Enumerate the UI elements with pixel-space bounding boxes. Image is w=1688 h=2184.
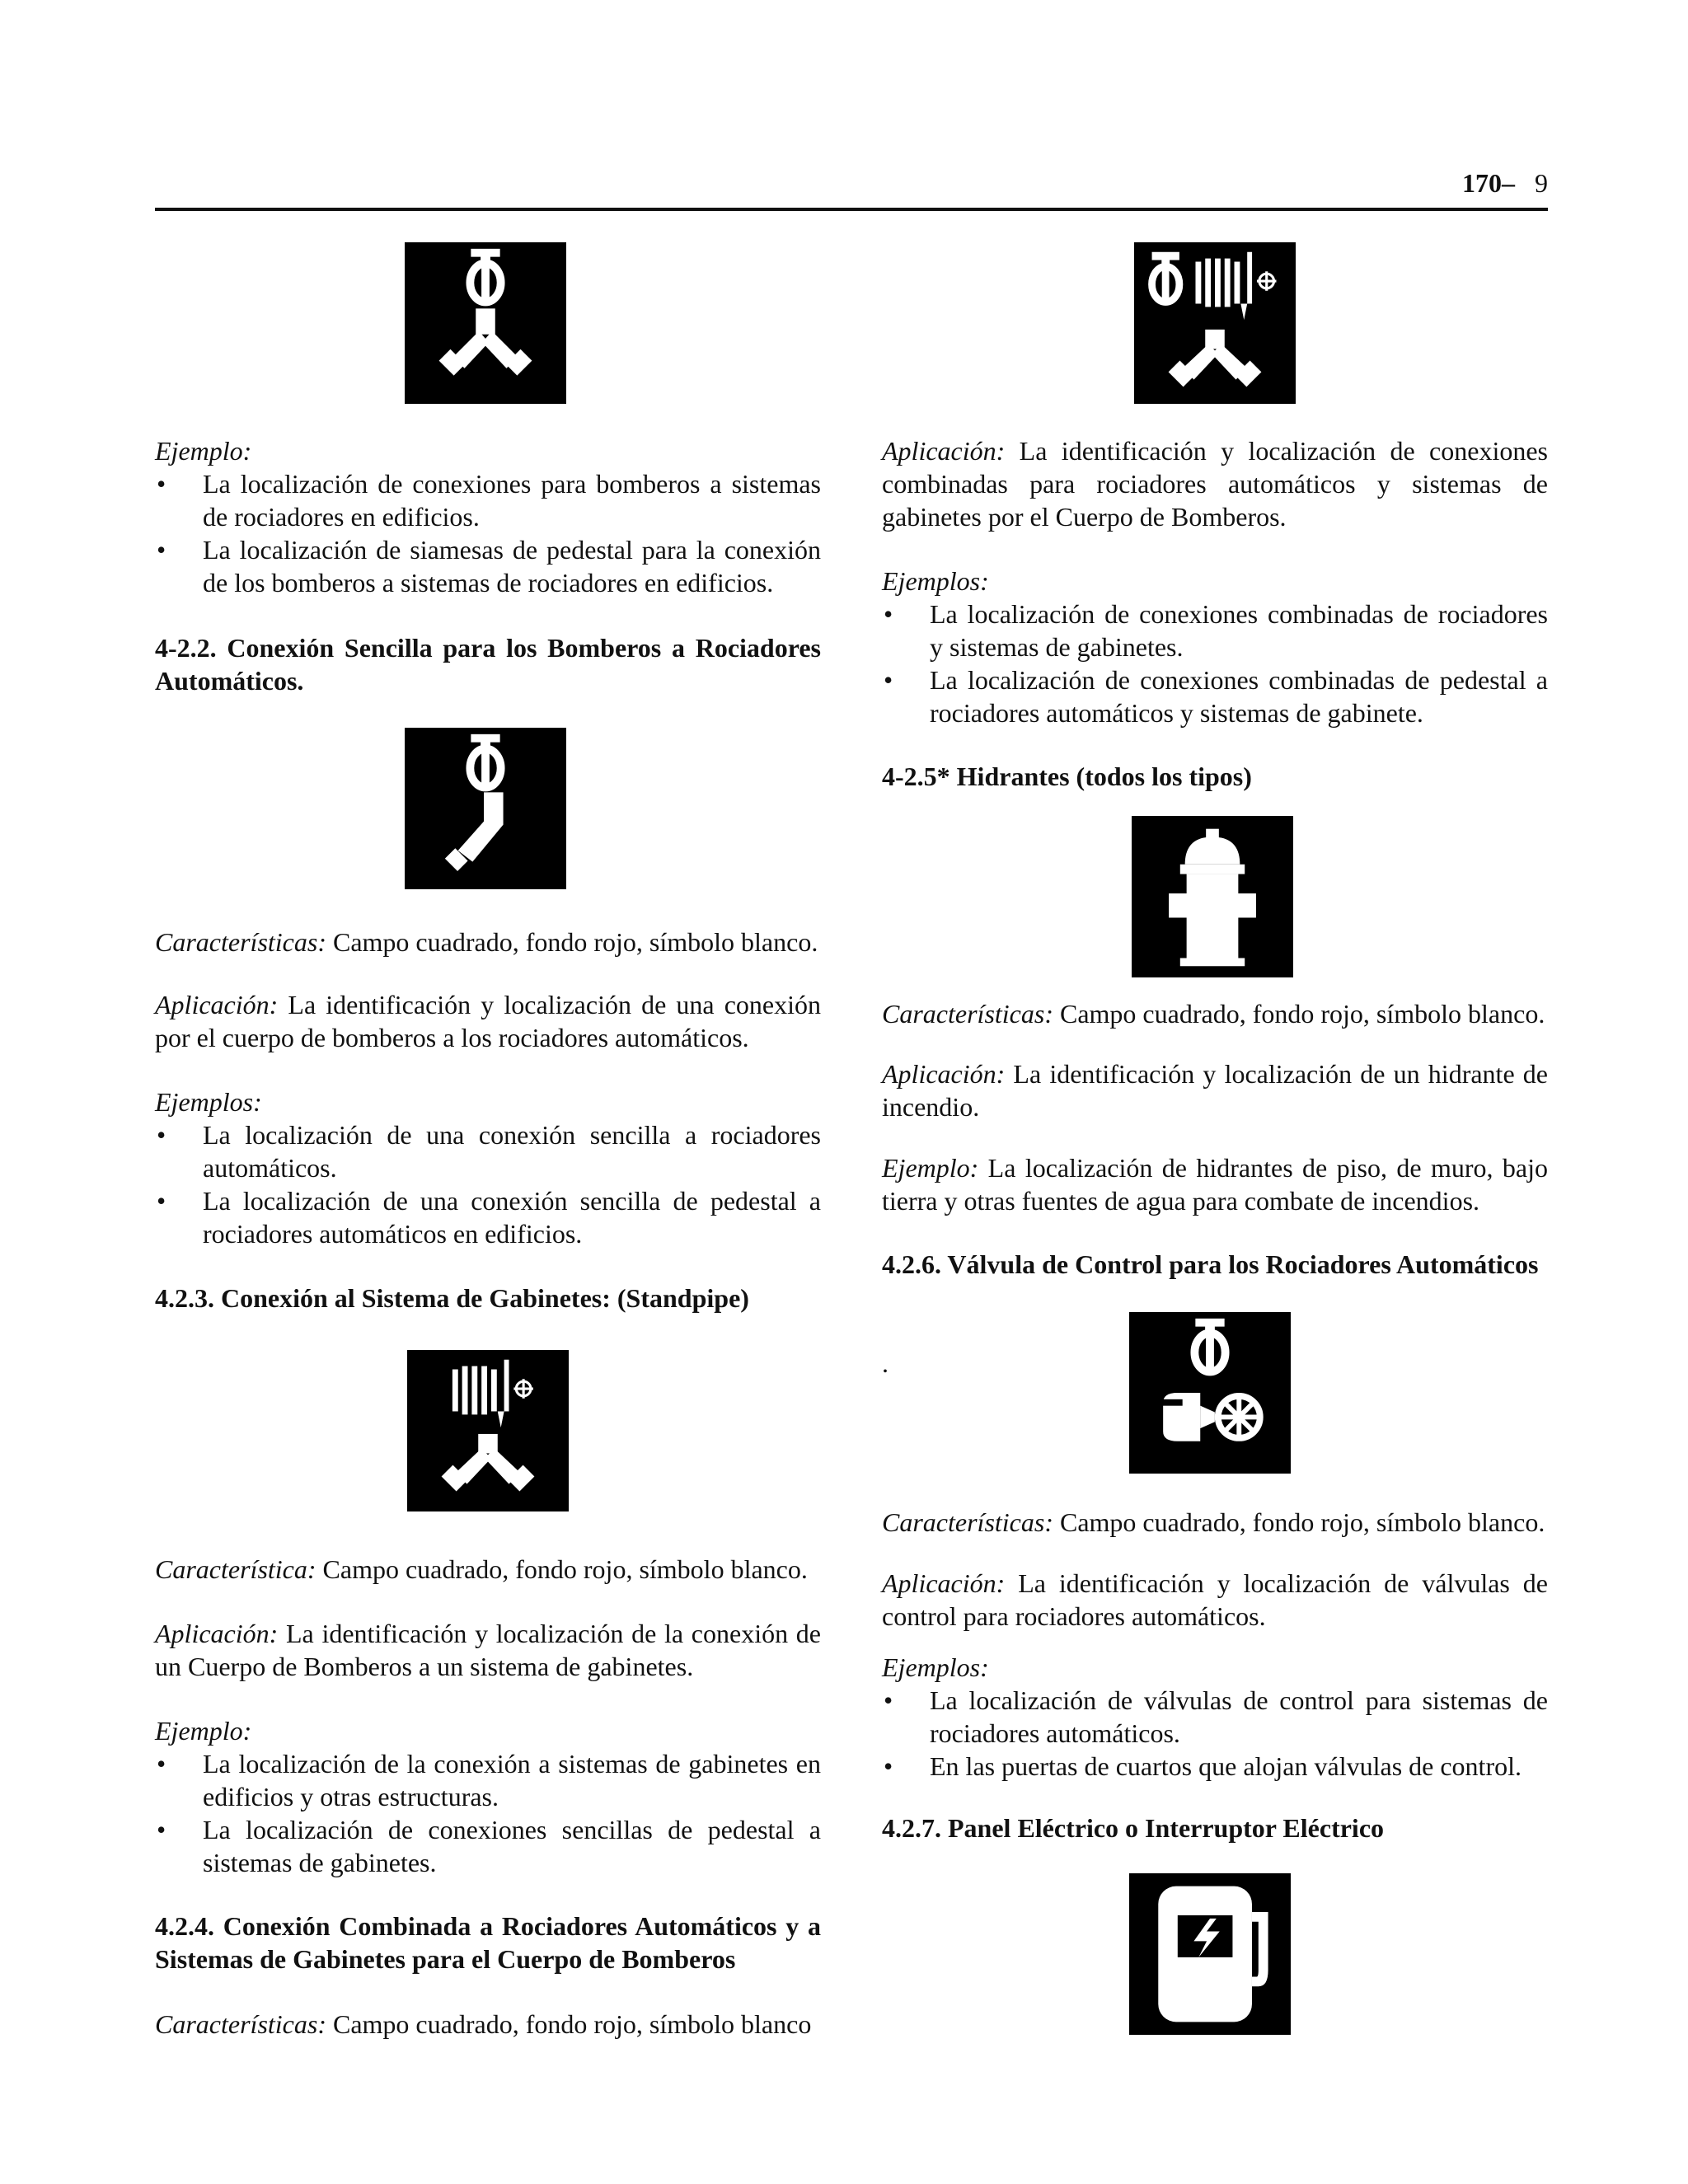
standpipe-application [155, 1617, 821, 1683]
application-label: Aplicación: [882, 1568, 1006, 1598]
hydrant-application [882, 1057, 1548, 1123]
characteristics-text: Campo cuadrado, fondo rojo, símbolo blanco. [1053, 999, 1545, 1029]
page-number [1462, 168, 1548, 199]
list-item: • La localización de siamesas de pedestal para la conexión de los bomberos a sistemas de rociadores en edificios. [155, 533, 821, 599]
standpipe-connection-icon [407, 1350, 569, 1511]
section-heading-4-2-5: 4-2.5* Hidrantes (todos los tipos) [882, 762, 1252, 791]
section-number: 4.2.7 [882, 1813, 935, 1843]
list-item: • La localización de conexiones para bomberos a sistemas de rociadores en edificios. [155, 467, 821, 533]
application-text: La identificación y localización de válvulas de control para rociadores automáticos. [882, 1568, 1548, 1631]
valve-characteristics [882, 1506, 1548, 1539]
example-text: La localización de hidrantes de piso, de muro, bajo tierra y otras fuentes de agua para combate de incendios. [882, 1153, 1548, 1216]
list-item: • La localización de la conexión a sistemas de gabinetes en edificios y otras estructuras. [155, 1747, 821, 1813]
application-text: La identificación y localización de conexiones combinadas para rociadores automáticos y sistemas de gabinetes por el Cuerpo de Bomberos. [882, 436, 1548, 532]
combined-connection-icon [1134, 242, 1296, 404]
examples-label: Ejemplos: [882, 566, 989, 596]
section-heading-4-2-3 [155, 1282, 821, 1315]
single-characteristics [155, 926, 821, 958]
application-label: Aplicación: [155, 990, 279, 1019]
hydrant-example [882, 1151, 1548, 1217]
hydrant-icon [1132, 816, 1293, 977]
standpipe-characteristics [155, 1553, 821, 1586]
list-item: • La localización de conexiones combinadas de pedestal a rociadores automáticos y sistemas de gabinete. [882, 663, 1548, 729]
characteristics-label: Características: [882, 999, 1053, 1029]
list-item: • La localización de conexiones combinadas de rociadores y sistemas de gabinetes. [882, 598, 1548, 663]
section-number: 4-2.2 [155, 633, 210, 663]
siamese-examples [155, 434, 821, 599]
siamese-connection-icon [405, 242, 566, 404]
examples-label: Ejemplos: [155, 1087, 262, 1117]
section-title: . Panel Eléctrico o Interruptor Eléctrico [935, 1813, 1385, 1843]
single-application [155, 988, 821, 1054]
combined-characteristics [155, 2008, 821, 2041]
valve-examples [882, 1651, 1548, 1783]
application-text: La identificación y localización de un hidrante de incendio. [882, 1059, 1548, 1122]
examples-label: Ejemplos: [882, 1652, 989, 1682]
application-text: La identificación y localización de una conexión por el cuerpo de bomberos a los rociadores automáticos. [155, 990, 821, 1052]
examples-label: Ejemplo: [155, 1716, 252, 1746]
section-number: 4.2.3 [155, 1283, 208, 1313]
characteristics-label: Característica: [155, 1554, 316, 1584]
page-number-value: 9 [1535, 168, 1548, 198]
section-heading-4-2-6 [882, 1248, 1548, 1281]
application-label: Aplicación: [882, 436, 1006, 466]
examples-label: Ejemplo: [155, 436, 252, 466]
control-valve-icon [1129, 1312, 1291, 1474]
list-item: • La localización de una conexión sencilla a rociadores automáticos. [155, 1118, 821, 1184]
list-item: • La localización de válvulas de control para sistemas de rociadores automáticos. [882, 1684, 1548, 1750]
section-heading-4-2-7 [882, 1811, 1548, 1844]
section-number: 4.2.4 [155, 1911, 208, 1941]
single-connection-icon [405, 728, 566, 889]
characteristics-text: Campo cuadrado, fondo rojo, símbolo blanco. [1053, 1507, 1545, 1537]
electrical-panel-icon [1129, 1873, 1291, 2035]
valve-application [882, 1567, 1548, 1633]
combined-application [882, 434, 1548, 533]
section-heading-4-2-2 [155, 631, 821, 697]
section-number: 4.2.6 [882, 1249, 935, 1279]
single-examples [155, 1085, 821, 1250]
combined-examples [882, 565, 1548, 729]
page-number-prefix: 170– [1462, 168, 1515, 198]
section-title: . Conexión Combinada a Rociadores Automáticos y a Sistemas de Gabinetes para el Cuerpo de Bomberos [155, 1911, 821, 1974]
list-item: • La localización de una conexión sencilla de pedestal a rociadores automáticos en edificios. [155, 1184, 821, 1250]
hydrant-characteristics [882, 997, 1548, 1030]
characteristics-text: Campo cuadrado, fondo rojo, símbolo blanco. [326, 927, 818, 957]
characteristics-label: Características: [155, 2009, 326, 2039]
characteristics-label: Características: [155, 927, 326, 957]
characteristics-label: Características: [882, 1507, 1053, 1537]
example-label: Ejemplo: [882, 1153, 979, 1183]
list-item: • La localización de conexiones sencillas de pedestal a sistemas de gabinetes. [155, 1813, 821, 1879]
characteristics-text: Campo cuadrado, fondo rojo, símbolo blanco. [316, 1554, 808, 1584]
application-label: Aplicación: [882, 1059, 1006, 1089]
section-title: . Válvula de Control para los Rociadores Automáticos [935, 1249, 1539, 1279]
application-label: Aplicación: [155, 1619, 279, 1648]
standpipe-examples [155, 1714, 821, 1879]
section-title: . Conexión al Sistema de Gabinetes: (Standpipe) [208, 1283, 749, 1313]
section-heading-4-2-4 [155, 1910, 821, 1975]
application-text: La identificación y localización de la conexión de un Cuerpo de Bomberos a un sistema de gabinetes. [155, 1619, 821, 1681]
stray-dot: . [882, 1348, 889, 1378]
section-title: . Conexión Sencilla para los Bomberos a Rociadores Automáticos. [155, 633, 821, 696]
page-header [155, 168, 1548, 211]
list-item: • En las puertas de cuartos que alojan válvulas de control. [882, 1750, 1548, 1783]
characteristics-text: Campo cuadrado, fondo rojo, símbolo blanco [326, 2009, 812, 2039]
